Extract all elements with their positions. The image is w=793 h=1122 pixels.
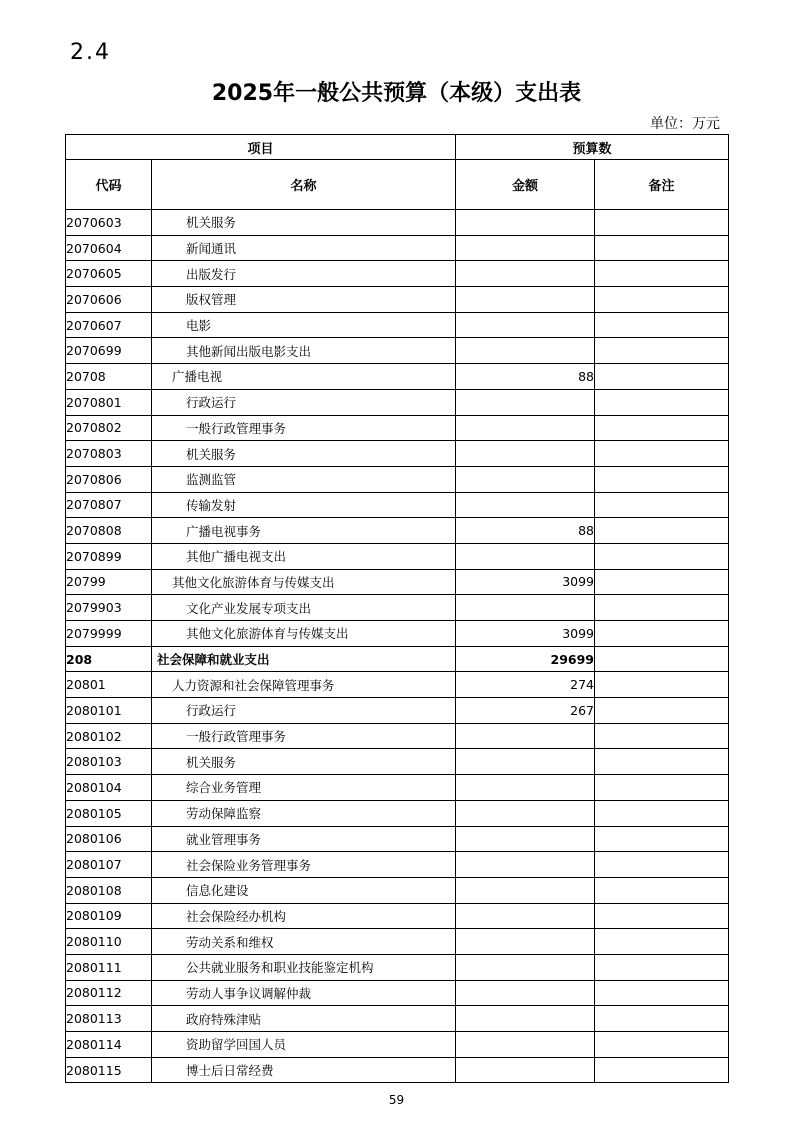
table-row xyxy=(66,338,729,364)
table-row xyxy=(66,723,729,749)
cell-note xyxy=(595,1032,729,1058)
cell-name: 其他文化旅游体育与传媒支出 xyxy=(152,569,456,595)
cell-note xyxy=(595,492,729,518)
cell-name: 社会保障和就业支出 xyxy=(152,646,456,672)
cell-amount xyxy=(456,312,595,338)
table-row xyxy=(66,595,729,621)
table-row xyxy=(66,877,729,903)
table-row xyxy=(66,1032,729,1058)
cell-name: 就业管理事务 xyxy=(152,826,456,852)
cell-amount xyxy=(456,389,595,415)
cell-amount xyxy=(456,1057,595,1083)
cell-code: 2070606 xyxy=(66,287,152,313)
column-header-name: 名称 xyxy=(152,160,456,210)
cell-name: 广播电视 xyxy=(152,364,456,390)
cell-name: 电影 xyxy=(152,312,456,338)
cell-amount xyxy=(456,877,595,903)
cell-name: 监测监管 xyxy=(152,466,456,492)
cell-note xyxy=(595,749,729,775)
cell-name: 一般行政管理事务 xyxy=(152,415,456,441)
cell-name: 劳动关系和维权 xyxy=(152,929,456,955)
cell-amount xyxy=(456,800,595,826)
table-row xyxy=(66,466,729,492)
cell-amount xyxy=(456,543,595,569)
header-budget: 预算数 xyxy=(456,135,729,160)
cell-note xyxy=(595,800,729,826)
table-row xyxy=(66,646,729,672)
cell-note xyxy=(595,852,729,878)
section-number: 2.4 xyxy=(70,40,111,65)
cell-name: 一般行政管理事务 xyxy=(152,723,456,749)
cell-note xyxy=(595,877,729,903)
cell-name: 机关服务 xyxy=(152,210,456,236)
cell-code: 2080107 xyxy=(66,852,152,878)
cell-name: 社会保险经办机构 xyxy=(152,903,456,929)
cell-name: 行政运行 xyxy=(152,698,456,724)
cell-note xyxy=(595,672,729,698)
table-row xyxy=(66,389,729,415)
cell-code: 2070899 xyxy=(66,543,152,569)
cell-amount: 274 xyxy=(456,672,595,698)
cell-code: 2080108 xyxy=(66,877,152,903)
cell-note xyxy=(595,389,729,415)
cell-amount xyxy=(456,775,595,801)
cell-amount xyxy=(456,466,595,492)
cell-note xyxy=(595,518,729,544)
cell-name: 政府特殊津贴 xyxy=(152,1006,456,1032)
table-row xyxy=(66,518,729,544)
header-project: 项目 xyxy=(66,135,456,160)
cell-amount xyxy=(456,261,595,287)
cell-code: 2070607 xyxy=(66,312,152,338)
cell-note xyxy=(595,287,729,313)
table-row xyxy=(66,980,729,1006)
unit-label: 单位：万元 xyxy=(650,116,720,132)
cell-code: 208 xyxy=(66,646,152,672)
cell-code: 2080112 xyxy=(66,980,152,1006)
table-row xyxy=(66,415,729,441)
cell-code: 2080106 xyxy=(66,826,152,852)
cell-amount: 88 xyxy=(456,518,595,544)
cell-code: 2070605 xyxy=(66,261,152,287)
cell-name: 劳动保障监察 xyxy=(152,800,456,826)
cell-note xyxy=(595,646,729,672)
cell-code: 2079903 xyxy=(66,595,152,621)
table-body xyxy=(66,210,729,1083)
cell-code: 2070802 xyxy=(66,415,152,441)
table-row xyxy=(66,1057,729,1083)
cell-name: 其他文化旅游体育与传媒支出 xyxy=(152,621,456,647)
cell-amount: 3099 xyxy=(456,569,595,595)
cell-note xyxy=(595,569,729,595)
cell-amount xyxy=(456,852,595,878)
cell-note xyxy=(595,235,729,261)
table-row xyxy=(66,235,729,261)
cell-amount xyxy=(456,492,595,518)
cell-name: 公共就业服务和职业技能鉴定机构 xyxy=(152,954,456,980)
table-row xyxy=(66,929,729,955)
column-header-amount: 金额 xyxy=(456,160,595,210)
cell-name: 出版发行 xyxy=(152,261,456,287)
cell-amount xyxy=(456,415,595,441)
cell-amount xyxy=(456,954,595,980)
cell-amount xyxy=(456,980,595,1006)
cell-amount: 88 xyxy=(456,364,595,390)
cell-code: 2079999 xyxy=(66,621,152,647)
cell-code: 2080105 xyxy=(66,800,152,826)
table-row xyxy=(66,543,729,569)
column-header-note: 备注 xyxy=(595,160,729,210)
cell-name: 文化产业发展专项支出 xyxy=(152,595,456,621)
cell-name: 信息化建设 xyxy=(152,877,456,903)
cell-note xyxy=(595,980,729,1006)
cell-name: 综合业务管理 xyxy=(152,775,456,801)
cell-name: 新闻通讯 xyxy=(152,235,456,261)
cell-note xyxy=(595,338,729,364)
cell-code: 2080109 xyxy=(66,903,152,929)
cell-amount: 267 xyxy=(456,698,595,724)
budget-table xyxy=(65,134,729,1083)
cell-note xyxy=(595,415,729,441)
cell-amount xyxy=(456,338,595,364)
table-row xyxy=(66,672,729,698)
cell-amount xyxy=(456,210,595,236)
cell-name: 广播电视事务 xyxy=(152,518,456,544)
table-row xyxy=(66,800,729,826)
cell-code: 2070803 xyxy=(66,441,152,467)
cell-note xyxy=(595,261,729,287)
cell-note xyxy=(595,954,729,980)
cell-name: 版权管理 xyxy=(152,287,456,313)
cell-code: 20801 xyxy=(66,672,152,698)
cell-code: 20799 xyxy=(66,569,152,595)
cell-amount xyxy=(456,1006,595,1032)
cell-code: 2080101 xyxy=(66,698,152,724)
cell-note xyxy=(595,698,729,724)
cell-name: 其他新闻出版电影支出 xyxy=(152,338,456,364)
cell-note xyxy=(595,595,729,621)
cell-code: 2080104 xyxy=(66,775,152,801)
table-row xyxy=(66,903,729,929)
cell-note xyxy=(595,903,729,929)
cell-code: 2080102 xyxy=(66,723,152,749)
cell-note xyxy=(595,466,729,492)
page-title: 2025年一般公共预算（本级）支出表 xyxy=(211,81,582,106)
cell-name: 博士后日常经费 xyxy=(152,1057,456,1083)
table-row xyxy=(66,826,729,852)
table-row xyxy=(66,954,729,980)
cell-name: 机关服务 xyxy=(152,749,456,775)
cell-name: 行政运行 xyxy=(152,389,456,415)
cell-amount xyxy=(456,723,595,749)
cell-name: 资助留学回国人员 xyxy=(152,1032,456,1058)
cell-note xyxy=(595,210,729,236)
table-row xyxy=(66,287,729,313)
cell-amount: 3099 xyxy=(456,621,595,647)
table-row xyxy=(66,698,729,724)
cell-note xyxy=(595,775,729,801)
table-row xyxy=(66,749,729,775)
cell-note xyxy=(595,621,729,647)
cell-name: 社会保险业务管理事务 xyxy=(152,852,456,878)
column-header-code: 代码 xyxy=(66,160,152,210)
cell-code: 2080103 xyxy=(66,749,152,775)
table-row xyxy=(66,312,729,338)
table-row xyxy=(66,492,729,518)
table-row xyxy=(66,852,729,878)
cell-note xyxy=(595,364,729,390)
table-row xyxy=(66,441,729,467)
cell-code: 2070808 xyxy=(66,518,152,544)
cell-amount xyxy=(456,826,595,852)
cell-code: 20708 xyxy=(66,364,152,390)
cell-note xyxy=(595,826,729,852)
cell-code: 2080113 xyxy=(66,1006,152,1032)
cell-amount xyxy=(456,749,595,775)
cell-note xyxy=(595,312,729,338)
cell-amount xyxy=(456,929,595,955)
cell-code: 2080111 xyxy=(66,954,152,980)
cell-amount xyxy=(456,441,595,467)
cell-note xyxy=(595,1057,729,1083)
table-row xyxy=(66,621,729,647)
cell-name: 机关服务 xyxy=(152,441,456,467)
table-row xyxy=(66,1006,729,1032)
table-row xyxy=(66,261,729,287)
cell-note xyxy=(595,543,729,569)
cell-note xyxy=(595,1006,729,1032)
cell-amount xyxy=(456,287,595,313)
cell-note xyxy=(595,929,729,955)
cell-code: 2070604 xyxy=(66,235,152,261)
page-number: 59 xyxy=(388,1093,405,1107)
cell-code: 2070801 xyxy=(66,389,152,415)
cell-amount: 29699 xyxy=(456,646,595,672)
cell-code: 2070603 xyxy=(66,210,152,236)
cell-code: 2080110 xyxy=(66,929,152,955)
cell-code: 2070699 xyxy=(66,338,152,364)
cell-code: 2070806 xyxy=(66,466,152,492)
cell-amount xyxy=(456,595,595,621)
table-row xyxy=(66,775,729,801)
cell-amount xyxy=(456,903,595,929)
cell-name: 传输发射 xyxy=(152,492,456,518)
cell-amount xyxy=(456,1032,595,1058)
cell-code: 2080115 xyxy=(66,1057,152,1083)
table-row xyxy=(66,364,729,390)
cell-amount xyxy=(456,235,595,261)
cell-name: 其他广播电视支出 xyxy=(152,543,456,569)
cell-name: 人力资源和社会保障管理事务 xyxy=(152,672,456,698)
cell-code: 2070807 xyxy=(66,492,152,518)
cell-code: 2080114 xyxy=(66,1032,152,1058)
cell-note xyxy=(595,723,729,749)
table-row xyxy=(66,210,729,236)
cell-note xyxy=(595,441,729,467)
cell-name: 劳动人事争议调解仲裁 xyxy=(152,980,456,1006)
table-row xyxy=(66,569,729,595)
